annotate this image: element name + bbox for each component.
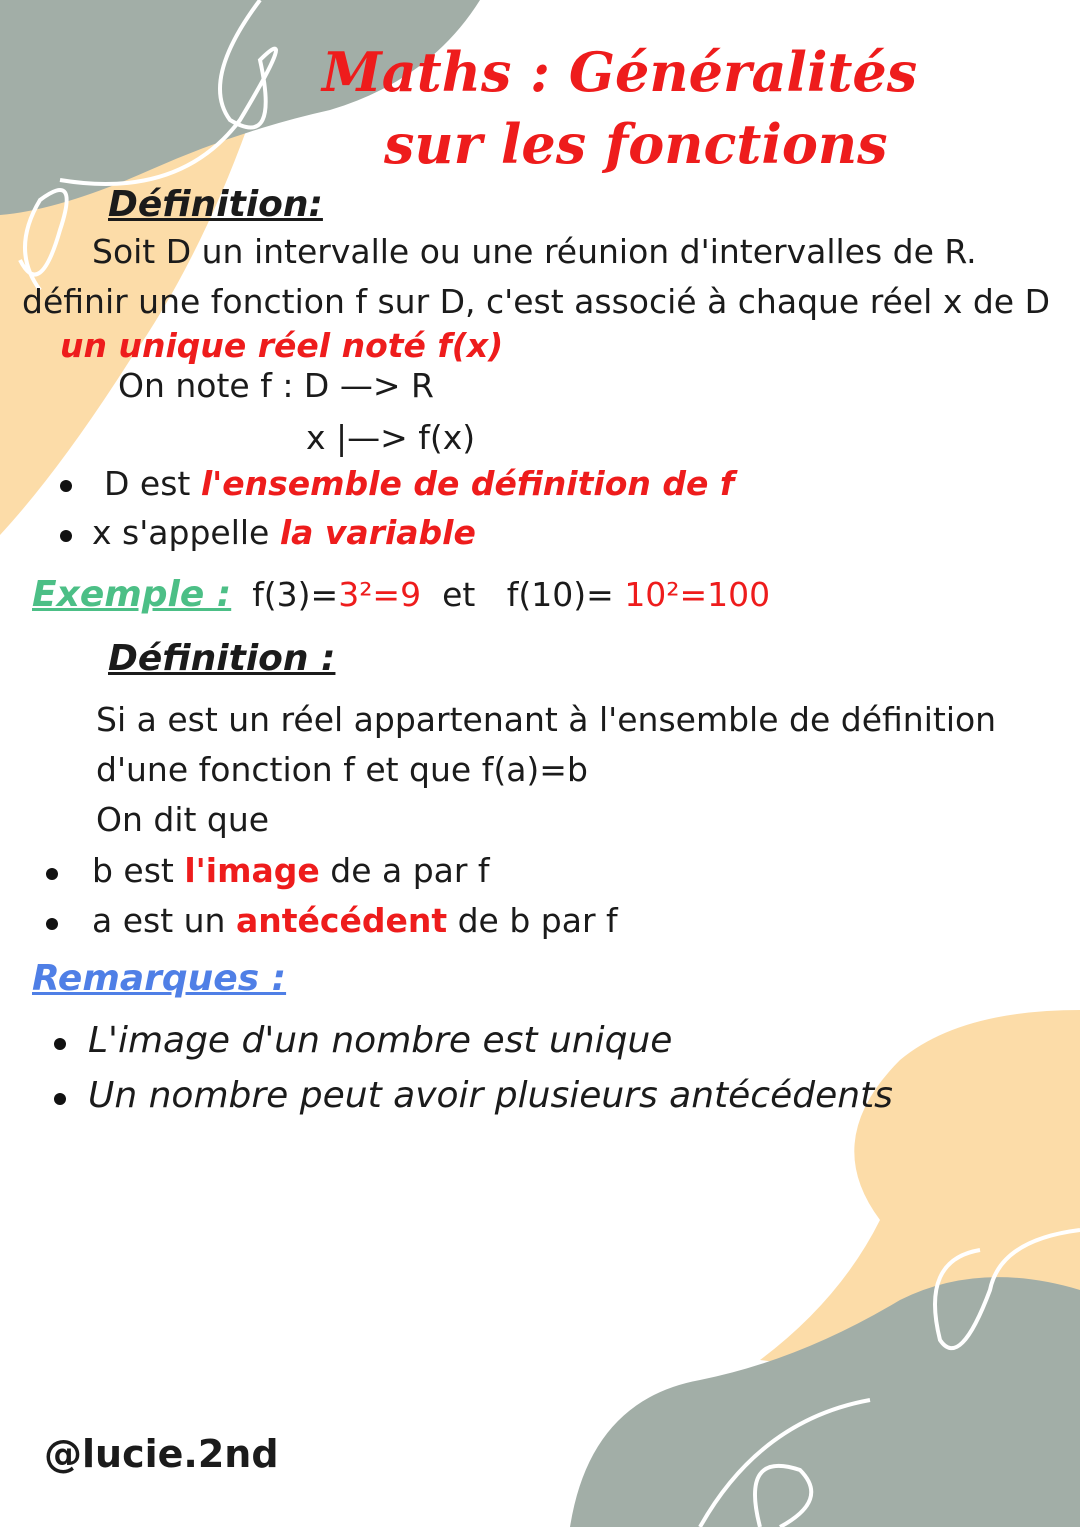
example-line bbox=[32, 574, 770, 615]
notation-line: On note f : D —> R bbox=[118, 366, 434, 405]
bullet-emphasis: antécédent bbox=[235, 901, 448, 940]
bullet-text: b est bbox=[92, 851, 185, 890]
definition-text: Soit D un intervalle ou une réunion d'intervalles de R. bbox=[92, 232, 977, 271]
bullet-text: a est un bbox=[92, 901, 236, 940]
remarks-heading: Remarques : bbox=[32, 958, 287, 999]
bullet-text: de a par f bbox=[319, 851, 490, 890]
example-result: 10²=100 bbox=[624, 575, 771, 614]
page-title-line2: sur les fonctions bbox=[384, 112, 888, 176]
definition-heading: Définition : bbox=[108, 638, 336, 679]
bullet-emphasis: la variable bbox=[279, 513, 476, 552]
bullet-text: de b par f bbox=[447, 901, 618, 940]
definition-heading: Définition: bbox=[108, 184, 323, 225]
bullet-text: D est bbox=[104, 464, 201, 503]
bullet-item bbox=[92, 851, 490, 890]
bullet-icon bbox=[46, 918, 58, 930]
bullet-text: x s'appelle bbox=[92, 513, 280, 552]
bullet-icon bbox=[46, 868, 58, 880]
example-result: 3²=9 bbox=[338, 575, 422, 614]
definition-emphasis: un unique réel noté f(x) bbox=[60, 326, 504, 365]
page-title-line1: Maths : Généralités bbox=[322, 40, 918, 104]
definition-text: Si a est un réel appartenant à l'ensemble de définition bbox=[96, 700, 997, 739]
bullet-icon bbox=[60, 480, 72, 492]
bullet-item bbox=[104, 464, 734, 503]
remark-item: Un nombre peut avoir plusieurs antécédents bbox=[88, 1075, 893, 1116]
bullet-emphasis: l'ensemble de définition de f bbox=[200, 464, 735, 503]
remark-item: L'image d'un nombre est unique bbox=[88, 1020, 673, 1061]
example-text: f(3)= bbox=[252, 575, 339, 614]
definition-text: On dit que bbox=[96, 800, 270, 839]
bullet-item bbox=[92, 901, 618, 940]
example-heading: Exemple : bbox=[32, 574, 232, 615]
bullet-emphasis: l'image bbox=[184, 851, 320, 890]
definition-text: d'une fonction f et que f(a)=b bbox=[96, 750, 588, 789]
bullet-icon bbox=[54, 1093, 66, 1105]
bullet-icon bbox=[60, 530, 72, 542]
bullet-icon bbox=[54, 1038, 66, 1050]
notation-line: x |—> f(x) bbox=[306, 418, 476, 457]
bullet-item bbox=[92, 513, 476, 552]
example-text: et bbox=[442, 575, 476, 614]
definition-text: définir une fonction f sur D, c'est associé à chaque réel x de D bbox=[22, 282, 1050, 321]
author-handle: @lucie.2nd bbox=[44, 1432, 279, 1476]
example-text: f(10)= bbox=[506, 575, 614, 614]
